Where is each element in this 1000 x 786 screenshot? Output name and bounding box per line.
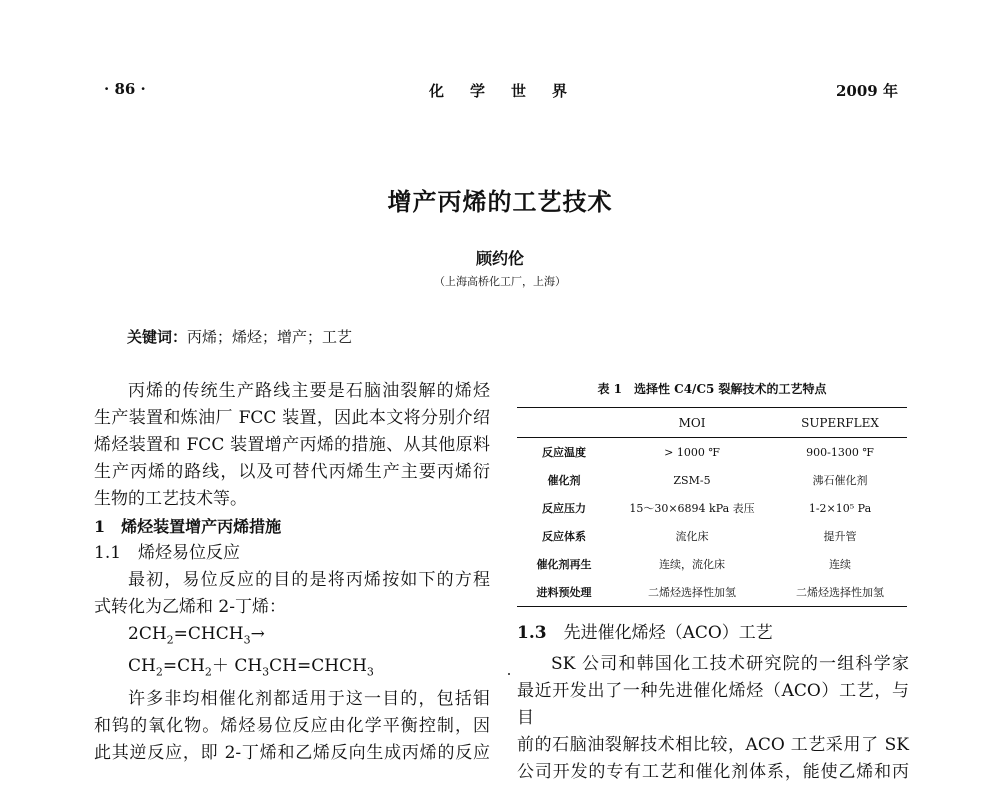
table-cell: 二烯烃选择性加氢 — [611, 578, 773, 607]
eq-text: CH=CHCH — [269, 656, 367, 677]
eq-sub: 3 — [262, 665, 270, 679]
intro-line: 烯烃装置和 FCC 装置增产丙烯的措施、从其他原料 — [94, 435, 490, 455]
table-cell: 1-2×10⁵ Pa — [808, 501, 872, 515]
table-cell: ZSM-5 — [673, 473, 711, 487]
intro-line: 生物的工艺技术等。 — [94, 489, 247, 509]
journal-name: 化学世界 — [429, 82, 594, 100]
table-cell: 流化床 — [675, 530, 709, 543]
equation-line-2 — [128, 653, 490, 685]
eq-text: =CH — [162, 656, 205, 677]
eq-sub: 2 — [166, 633, 174, 647]
eq-text: 2CH — [128, 624, 167, 644]
paragraph-line: 许多非均相催化剂都适用于这一目的，包括钼 — [128, 688, 490, 709]
keywords-line — [127, 326, 352, 347]
table-caption: 表 1 选择性 C4/C5 裂解技术的工艺特点 — [597, 382, 827, 396]
eq-sub: 2 — [204, 665, 212, 679]
author-name: 顾约伦 — [475, 249, 524, 268]
table-cell: 连续 — [829, 558, 851, 571]
eq-sub: 2 — [155, 665, 163, 679]
paragraph-line: 此其逆反应，即 2-丁烯和乙烯反向生成丙烯的反应 — [94, 742, 490, 763]
eq-text: CH — [128, 656, 156, 677]
eq-sub: 3 — [243, 633, 251, 647]
intro-line: 丙烯的传统生产路线主要是石脑油裂解的烯烃 — [128, 381, 490, 401]
table-cell: 连续，流化床 — [659, 558, 725, 571]
paragraph-line: 最初，易位反应的目的是将丙烯按如下的方程 — [128, 570, 490, 590]
paragraph-line: 前的石脑油裂解技术相比较，ACO 工艺采用了 SK — [517, 735, 909, 755]
paragraph-line: 最近开发出了一种先进催化烯烃（ACO）工艺，与目 — [517, 681, 909, 728]
arrow-icon: → — [250, 624, 265, 644]
scan-speck — [508, 673, 510, 675]
intro-line: 生产丙烯的路线，以及可替代丙烯生产主要丙烯衍 — [94, 462, 490, 482]
section-heading-1-3 — [517, 620, 909, 647]
row-label: 反应温度 — [542, 446, 586, 459]
keywords-label: 关键词： — [127, 328, 188, 346]
paragraph-line: 和钨的氧化物。烯烃易位反应由化学平衡控制，因 — [94, 715, 490, 736]
intro-line: 生产装置和炼油厂 FCC 装置，因此本文将分别介绍 — [94, 408, 490, 428]
table-row — [517, 578, 907, 607]
section-heading-1-1: 1.1 烯烃易位反应 — [94, 543, 241, 563]
eq-text: ＋ CH — [211, 656, 263, 677]
row-label: 反应体系 — [542, 530, 586, 543]
right-column-text — [517, 620, 909, 786]
keywords-text: 丙烯；烯烃；增产；工艺 — [187, 328, 353, 346]
table-cell: 15～30×6894 kPa 表压 — [629, 502, 755, 515]
eq-sub: 3 — [366, 665, 374, 679]
row-label: 反应压力 — [542, 502, 586, 515]
table-1 — [517, 380, 907, 607]
table-row — [517, 466, 907, 494]
table-cell: > 1000 ℉ — [664, 445, 720, 459]
table-cell: 沸石催化剂 — [812, 474, 868, 487]
issue-year: 2009 年 — [836, 82, 898, 100]
table-cell: 提升管 — [823, 530, 857, 543]
table-cell: 900-1300 ℉ — [806, 445, 874, 459]
table-row — [517, 522, 907, 550]
header-cell — [517, 408, 611, 438]
paragraph-line: SK 公司和韩国化工技术研究院的一组科学家 — [551, 654, 909, 674]
section-number: 1.3 — [517, 623, 547, 643]
table-header-row — [517, 408, 907, 438]
row-label: 催化剂 — [547, 474, 581, 487]
table-cell: 二烯烃选择性加氢 — [773, 578, 907, 607]
header-cell: SUPERFLEX — [773, 408, 907, 438]
paragraph-line: 公司开发的专有工艺和催化剂体系，能使乙烯和丙 — [517, 762, 909, 782]
page-number: · 86 · — [104, 80, 146, 98]
article-title: 增产丙烯的工艺技术 — [387, 187, 613, 216]
paragraph-line: 式转化为乙烯和 2-丁烯： — [94, 597, 286, 617]
section-title: 先进催化烯烃（ACO）工艺 — [546, 623, 773, 643]
table-row — [517, 550, 907, 578]
table-row — [517, 494, 907, 522]
author-affiliation: （上海高桥化工厂，上海） — [434, 275, 566, 288]
left-column — [94, 378, 490, 767]
row-label: 催化剂再生 — [536, 558, 592, 571]
eq-text: =CHCH — [173, 624, 244, 644]
process-table — [517, 407, 907, 607]
row-label: 进料预处理 — [517, 578, 611, 607]
header-cell: MOI — [611, 408, 773, 438]
table-row — [517, 438, 907, 467]
equation-line-1 — [128, 621, 490, 653]
section-heading-1: 1 烯烃装置增产丙烯措施 — [94, 517, 282, 536]
